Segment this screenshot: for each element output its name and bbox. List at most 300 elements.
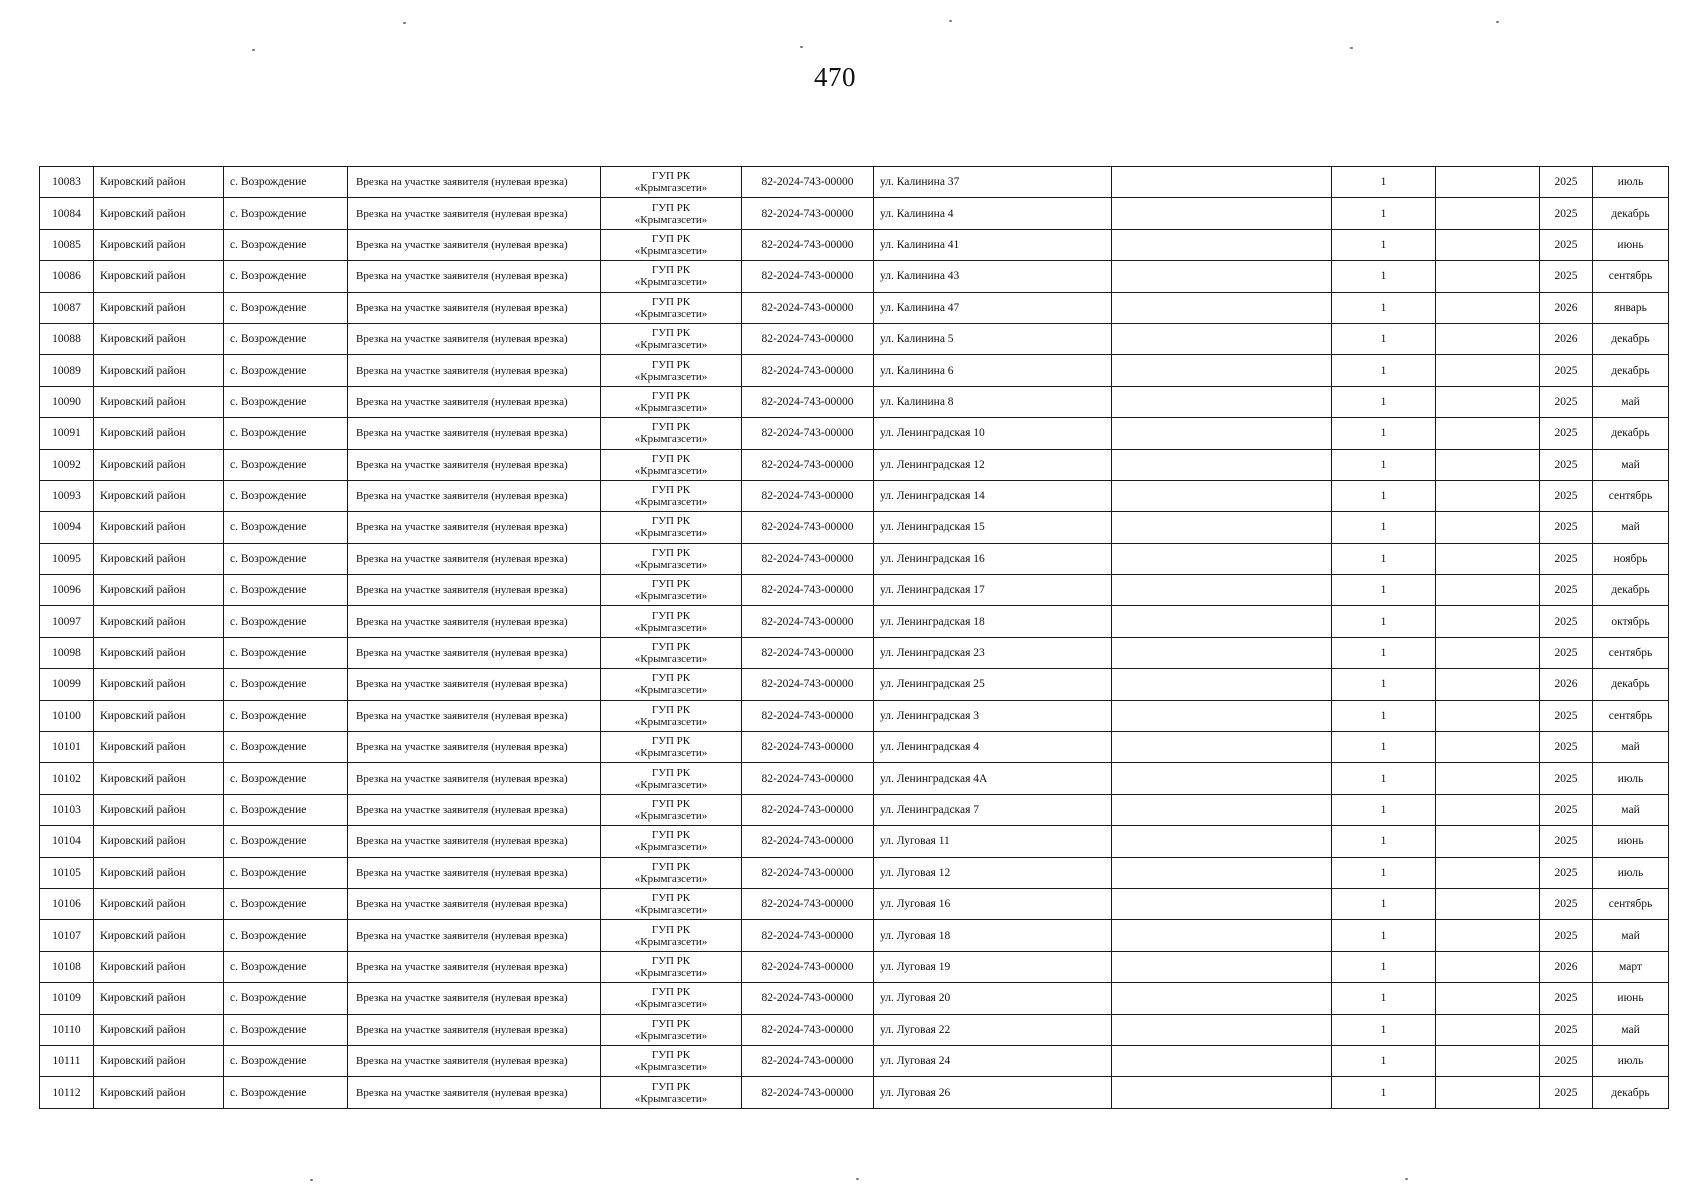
empty-cell bbox=[1436, 888, 1540, 919]
row-number: 10098 bbox=[40, 637, 94, 668]
district-cell: Кировский район bbox=[94, 1045, 224, 1076]
project-code-cell: 82-2024-743-00000 bbox=[742, 732, 874, 763]
quantity-cell: 1 bbox=[1332, 480, 1436, 511]
address-cell: ул. Ленинградская 14 bbox=[874, 480, 1112, 511]
organization-line1: ГУП РК bbox=[651, 546, 691, 559]
work-type-cell: Врезка на участке заявителя (нулевая врезка) bbox=[348, 732, 601, 763]
organization-line2: «Крымгазсети» bbox=[634, 778, 708, 791]
district-cell: Кировский район bbox=[94, 480, 224, 511]
project-code-cell: 82-2024-743-00000 bbox=[742, 229, 874, 260]
organization-line1: ГУП РК bbox=[651, 954, 691, 967]
organization-line2: «Крымгазсети» bbox=[634, 496, 708, 509]
empty-cell bbox=[1112, 700, 1332, 731]
district-cell: Кировский район bbox=[94, 198, 224, 229]
organization-line2: «Крымгазсети» bbox=[634, 1061, 708, 1074]
table-row bbox=[40, 700, 1669, 731]
empty-cell bbox=[1436, 229, 1540, 260]
settlement-cell: с. Возрождение bbox=[224, 1014, 348, 1045]
project-code-cell: 82-2024-743-00000 bbox=[742, 355, 874, 386]
row-number: 10109 bbox=[40, 983, 94, 1014]
project-code-cell: 82-2024-743-00000 bbox=[742, 700, 874, 731]
organization-line1: ГУП РК bbox=[651, 923, 691, 936]
empty-cell bbox=[1112, 261, 1332, 292]
address-cell: ул. Ленинградская 18 bbox=[874, 606, 1112, 637]
address-cell: ул. Ленинградская 23 bbox=[874, 637, 1112, 668]
work-type-cell: Врезка на участке заявителя (нулевая врезка) bbox=[348, 888, 601, 919]
row-number: 10085 bbox=[40, 229, 94, 260]
empty-cell bbox=[1112, 951, 1332, 982]
organization-cell bbox=[601, 794, 742, 825]
month-cell: май bbox=[1593, 449, 1669, 480]
organization-cell bbox=[601, 167, 742, 198]
month-cell: июнь bbox=[1593, 983, 1669, 1014]
settlement-cell: с. Возрождение bbox=[224, 449, 348, 480]
quantity-cell: 1 bbox=[1332, 1045, 1436, 1076]
table-row bbox=[40, 229, 1669, 260]
empty-cell bbox=[1112, 386, 1332, 417]
month-cell: май bbox=[1593, 794, 1669, 825]
table-row bbox=[40, 198, 1669, 229]
project-code-cell: 82-2024-743-00000 bbox=[742, 167, 874, 198]
address-cell: ул. Калинина 43 bbox=[874, 261, 1112, 292]
organization-line2: «Крымгазсети» bbox=[634, 464, 708, 477]
year-cell: 2025 bbox=[1540, 543, 1593, 574]
empty-cell bbox=[1112, 732, 1332, 763]
year-cell: 2026 bbox=[1540, 951, 1593, 982]
address-cell: ул. Калинина 47 bbox=[874, 292, 1112, 323]
quantity-cell: 1 bbox=[1332, 637, 1436, 668]
organization-cell bbox=[601, 512, 742, 543]
row-number: 10099 bbox=[40, 669, 94, 700]
project-code-cell: 82-2024-743-00000 bbox=[742, 418, 874, 449]
organization-cell bbox=[601, 323, 742, 354]
empty-cell bbox=[1436, 355, 1540, 386]
empty-cell bbox=[1112, 983, 1332, 1014]
organization-line1: ГУП РК bbox=[651, 735, 691, 748]
settlement-cell: с. Возрождение bbox=[224, 763, 348, 794]
project-code-cell: 82-2024-743-00000 bbox=[742, 261, 874, 292]
work-type-cell: Врезка на участке заявителя (нулевая врезка) bbox=[348, 1077, 601, 1108]
month-cell: декабрь bbox=[1593, 323, 1669, 354]
district-cell: Кировский район bbox=[94, 700, 224, 731]
address-cell: ул. Калинина 37 bbox=[874, 167, 1112, 198]
month-cell: декабрь bbox=[1593, 669, 1669, 700]
district-cell: Кировский район bbox=[94, 449, 224, 480]
address-cell: ул. Ленинградская 7 bbox=[874, 794, 1112, 825]
quantity-cell: 1 bbox=[1332, 575, 1436, 606]
work-type-cell: Врезка на участке заявителя (нулевая врезка) bbox=[348, 543, 601, 574]
quantity-cell: 1 bbox=[1332, 323, 1436, 354]
table-row bbox=[40, 920, 1669, 951]
work-type-cell: Врезка на участке заявителя (нулевая врезка) bbox=[348, 480, 601, 511]
organization-cell bbox=[601, 449, 742, 480]
work-type-cell: Врезка на участке заявителя (нулевая врезка) bbox=[348, 418, 601, 449]
project-code-cell: 82-2024-743-00000 bbox=[742, 292, 874, 323]
organization-line2: «Крымгазсети» bbox=[634, 621, 708, 634]
settlement-cell: с. Возрождение bbox=[224, 167, 348, 198]
project-code-cell: 82-2024-743-00000 bbox=[742, 606, 874, 637]
district-cell: Кировский район bbox=[94, 732, 224, 763]
organization-line2: «Крымгазсети» bbox=[634, 1092, 708, 1105]
table-row bbox=[40, 732, 1669, 763]
table-row bbox=[40, 261, 1669, 292]
project-code-cell: 82-2024-743-00000 bbox=[742, 826, 874, 857]
organization-line2: «Крымгазсети» bbox=[634, 590, 708, 603]
year-cell: 2025 bbox=[1540, 857, 1593, 888]
district-cell: Кировский район bbox=[94, 637, 224, 668]
month-cell: март bbox=[1593, 951, 1669, 982]
year-cell: 2025 bbox=[1540, 920, 1593, 951]
year-cell: 2026 bbox=[1540, 669, 1593, 700]
row-number: 10111 bbox=[40, 1045, 94, 1076]
address-cell: ул. Калинина 41 bbox=[874, 229, 1112, 260]
project-code-cell: 82-2024-743-00000 bbox=[742, 575, 874, 606]
work-type-cell: Врезка на участке заявителя (нулевая врезка) bbox=[348, 669, 601, 700]
empty-cell bbox=[1436, 606, 1540, 637]
address-cell: ул. Калинина 4 bbox=[874, 198, 1112, 229]
empty-cell bbox=[1112, 292, 1332, 323]
table-row bbox=[40, 1077, 1669, 1108]
settlement-cell: с. Возрождение bbox=[224, 480, 348, 511]
organization-line2: «Крымгазсети» bbox=[634, 370, 708, 383]
quantity-cell: 1 bbox=[1332, 418, 1436, 449]
scan-speck bbox=[949, 20, 952, 22]
settlement-cell: с. Возрождение bbox=[224, 826, 348, 857]
year-cell: 2025 bbox=[1540, 888, 1593, 919]
district-cell: Кировский район bbox=[94, 543, 224, 574]
scan-speck bbox=[403, 22, 406, 24]
year-cell: 2025 bbox=[1540, 418, 1593, 449]
settlement-cell: с. Возрождение bbox=[224, 229, 348, 260]
organization-line2: «Крымгазсети» bbox=[634, 966, 708, 979]
organization-line1: ГУП РК bbox=[651, 892, 691, 905]
district-cell: Кировский район bbox=[94, 826, 224, 857]
empty-cell bbox=[1436, 292, 1540, 323]
settlement-cell: с. Возрождение bbox=[224, 983, 348, 1014]
organization-cell bbox=[601, 198, 742, 229]
empty-cell bbox=[1112, 543, 1332, 574]
organization-cell bbox=[601, 575, 742, 606]
organization-line1: ГУП РК bbox=[651, 295, 691, 308]
quantity-cell: 1 bbox=[1332, 449, 1436, 480]
row-number: 10102 bbox=[40, 763, 94, 794]
year-cell: 2025 bbox=[1540, 355, 1593, 386]
month-cell: июль bbox=[1593, 1045, 1669, 1076]
address-cell: ул. Калинина 6 bbox=[874, 355, 1112, 386]
settlement-cell: с. Возрождение bbox=[224, 888, 348, 919]
year-cell: 2025 bbox=[1540, 983, 1593, 1014]
district-cell: Кировский район bbox=[94, 323, 224, 354]
organization-cell bbox=[601, 637, 742, 668]
quantity-cell: 1 bbox=[1332, 732, 1436, 763]
project-code-cell: 82-2024-743-00000 bbox=[742, 1077, 874, 1108]
organization-cell bbox=[601, 826, 742, 857]
district-cell: Кировский район bbox=[94, 512, 224, 543]
empty-cell bbox=[1436, 763, 1540, 794]
empty-cell bbox=[1112, 512, 1332, 543]
organization-cell bbox=[601, 732, 742, 763]
settlement-cell: с. Возрождение bbox=[224, 857, 348, 888]
quantity-cell: 1 bbox=[1332, 198, 1436, 229]
empty-cell bbox=[1436, 826, 1540, 857]
quantity-cell: 1 bbox=[1332, 669, 1436, 700]
district-cell: Кировский район bbox=[94, 1077, 224, 1108]
organization-line2: «Крымгазсети» bbox=[634, 715, 708, 728]
organization-line1: ГУП РК bbox=[651, 1080, 691, 1093]
organization-line1: ГУП РК bbox=[651, 515, 691, 528]
table-row bbox=[40, 418, 1669, 449]
empty-cell bbox=[1436, 1077, 1540, 1108]
organization-line1: ГУП РК bbox=[651, 389, 691, 402]
table-row bbox=[40, 292, 1669, 323]
organization-cell bbox=[601, 763, 742, 794]
organization-line1: ГУП РК bbox=[651, 264, 691, 277]
month-cell: июль bbox=[1593, 167, 1669, 198]
year-cell: 2025 bbox=[1540, 449, 1593, 480]
year-cell: 2026 bbox=[1540, 292, 1593, 323]
organization-line1: ГУП РК bbox=[651, 829, 691, 842]
month-cell: сентябрь bbox=[1593, 700, 1669, 731]
year-cell: 2025 bbox=[1540, 1014, 1593, 1045]
month-cell: июль bbox=[1593, 857, 1669, 888]
year-cell: 2025 bbox=[1540, 1077, 1593, 1108]
organization-line2: «Крымгазсети» bbox=[634, 935, 708, 948]
settlement-cell: с. Возрождение bbox=[224, 794, 348, 825]
project-code-cell: 82-2024-743-00000 bbox=[742, 323, 874, 354]
organization-line2: «Крымгазсети» bbox=[634, 182, 708, 195]
year-cell: 2025 bbox=[1540, 1045, 1593, 1076]
month-cell: сентябрь bbox=[1593, 480, 1669, 511]
year-cell: 2025 bbox=[1540, 606, 1593, 637]
address-cell: ул. Луговая 18 bbox=[874, 920, 1112, 951]
settlement-cell: с. Возрождение bbox=[224, 575, 348, 606]
organization-cell bbox=[601, 261, 742, 292]
organization-line2: «Крымгазсети» bbox=[634, 339, 708, 352]
table-row bbox=[40, 1045, 1669, 1076]
scan-speck bbox=[1405, 1178, 1408, 1180]
scan-speck bbox=[1350, 47, 1353, 49]
address-cell: ул. Луговая 20 bbox=[874, 983, 1112, 1014]
empty-cell bbox=[1112, 763, 1332, 794]
empty-cell bbox=[1112, 198, 1332, 229]
empty-cell bbox=[1112, 480, 1332, 511]
district-cell: Кировский район bbox=[94, 292, 224, 323]
row-number: 10100 bbox=[40, 700, 94, 731]
organization-cell bbox=[601, 606, 742, 637]
work-type-cell: Врезка на участке заявителя (нулевая врезка) bbox=[348, 261, 601, 292]
organization-line2: «Крымгазсети» bbox=[634, 810, 708, 822]
project-code-cell: 82-2024-743-00000 bbox=[742, 857, 874, 888]
empty-cell bbox=[1112, 418, 1332, 449]
empty-cell bbox=[1436, 1045, 1540, 1076]
year-cell: 2026 bbox=[1540, 323, 1593, 354]
work-type-cell: Врезка на участке заявителя (нулевая врезка) bbox=[348, 857, 601, 888]
organization-line1: ГУП РК bbox=[651, 798, 691, 810]
address-cell: ул. Ленинградская 25 bbox=[874, 669, 1112, 700]
settlement-cell: с. Возрождение bbox=[224, 637, 348, 668]
organization-cell bbox=[601, 951, 742, 982]
organization-line1: ГУП РК bbox=[651, 766, 691, 779]
organization-cell bbox=[601, 920, 742, 951]
settlement-cell: с. Возрождение bbox=[224, 543, 348, 574]
year-cell: 2025 bbox=[1540, 700, 1593, 731]
scan-speck bbox=[856, 1178, 859, 1180]
organization-line1: ГУП РК bbox=[651, 201, 691, 214]
empty-cell bbox=[1436, 575, 1540, 606]
address-cell: ул. Луговая 22 bbox=[874, 1014, 1112, 1045]
empty-cell bbox=[1436, 418, 1540, 449]
quantity-cell: 1 bbox=[1332, 1077, 1436, 1108]
work-type-cell: Врезка на участке заявителя (нулевая врезка) bbox=[348, 606, 601, 637]
settlement-cell: с. Возрождение bbox=[224, 292, 348, 323]
organization-cell bbox=[601, 292, 742, 323]
work-type-cell: Врезка на участке заявителя (нулевая врезка) bbox=[348, 700, 601, 731]
work-type-cell: Врезка на участке заявителя (нулевая врезка) bbox=[348, 1045, 601, 1076]
district-cell: Кировский район bbox=[94, 355, 224, 386]
empty-cell bbox=[1436, 512, 1540, 543]
address-cell: ул. Ленинградская 3 bbox=[874, 700, 1112, 731]
year-cell: 2025 bbox=[1540, 826, 1593, 857]
table-row bbox=[40, 1014, 1669, 1045]
work-type-cell: Врезка на участке заявителя (нулевая врезка) bbox=[348, 167, 601, 198]
month-cell: май bbox=[1593, 920, 1669, 951]
row-number: 10092 bbox=[40, 449, 94, 480]
organization-line2: «Крымгазсети» bbox=[634, 433, 708, 446]
empty-cell bbox=[1436, 198, 1540, 229]
organization-line2: «Крымгазсети» bbox=[634, 307, 708, 320]
row-number: 10106 bbox=[40, 888, 94, 919]
organization-line1: ГУП РК bbox=[651, 578, 691, 591]
table-row bbox=[40, 355, 1669, 386]
project-code-cell: 82-2024-743-00000 bbox=[742, 763, 874, 794]
address-cell: ул. Ленинградская 15 bbox=[874, 512, 1112, 543]
settlement-cell: с. Возрождение bbox=[224, 198, 348, 229]
quantity-cell: 1 bbox=[1332, 794, 1436, 825]
empty-cell bbox=[1436, 480, 1540, 511]
settlement-cell: с. Возрождение bbox=[224, 606, 348, 637]
organization-line1: ГУП РК bbox=[651, 358, 691, 371]
settlement-cell: с. Возрождение bbox=[224, 386, 348, 417]
work-type-cell: Врезка на участке заявителя (нулевая врезка) bbox=[348, 512, 601, 543]
table-row bbox=[40, 857, 1669, 888]
organization-cell bbox=[601, 1045, 742, 1076]
scan-speck bbox=[1496, 21, 1499, 23]
organization-cell bbox=[601, 983, 742, 1014]
district-cell: Кировский район bbox=[94, 575, 224, 606]
empty-cell bbox=[1112, 229, 1332, 260]
empty-cell bbox=[1112, 857, 1332, 888]
row-number: 10091 bbox=[40, 418, 94, 449]
settlement-cell: с. Возрождение bbox=[224, 355, 348, 386]
row-number: 10110 bbox=[40, 1014, 94, 1045]
row-number: 10087 bbox=[40, 292, 94, 323]
organization-line2: «Крымгазсети» bbox=[634, 244, 708, 257]
organization-line1: ГУП РК bbox=[651, 672, 691, 685]
table-row bbox=[40, 888, 1669, 919]
quantity-cell: 1 bbox=[1332, 826, 1436, 857]
district-cell: Кировский район bbox=[94, 983, 224, 1014]
address-cell: ул. Ленинградская 16 bbox=[874, 543, 1112, 574]
organization-line2: «Крымгазсети» bbox=[634, 558, 708, 571]
month-cell: сентябрь bbox=[1593, 261, 1669, 292]
organization-line2: «Крымгазсети» bbox=[634, 276, 708, 289]
year-cell: 2025 bbox=[1540, 732, 1593, 763]
organization-line1: ГУП РК bbox=[651, 703, 691, 716]
year-cell: 2025 bbox=[1540, 167, 1593, 198]
organization-line2: «Крымгазсети» bbox=[634, 401, 708, 414]
quantity-cell: 1 bbox=[1332, 700, 1436, 731]
empty-cell bbox=[1436, 386, 1540, 417]
empty-cell bbox=[1436, 857, 1540, 888]
organization-line2: «Крымгазсети» bbox=[634, 747, 708, 760]
quantity-cell: 1 bbox=[1332, 763, 1436, 794]
work-type-cell: Врезка на участке заявителя (нулевая врезка) bbox=[348, 575, 601, 606]
empty-cell bbox=[1436, 794, 1540, 825]
work-type-cell: Врезка на участке заявителя (нулевая врезка) bbox=[348, 637, 601, 668]
district-cell: Кировский район bbox=[94, 167, 224, 198]
month-cell: май bbox=[1593, 732, 1669, 763]
district-cell: Кировский район bbox=[94, 857, 224, 888]
month-cell: декабрь bbox=[1593, 198, 1669, 229]
empty-cell bbox=[1112, 669, 1332, 700]
work-type-cell: Врезка на участке заявителя (нулевая врезка) bbox=[348, 229, 601, 260]
organization-line2: «Крымгазсети» bbox=[634, 684, 708, 697]
empty-cell bbox=[1112, 1014, 1332, 1045]
organization-cell bbox=[601, 857, 742, 888]
registry-rows bbox=[40, 167, 1669, 1109]
project-code-cell: 82-2024-743-00000 bbox=[742, 637, 874, 668]
address-cell: ул. Калинина 8 bbox=[874, 386, 1112, 417]
row-number: 10088 bbox=[40, 323, 94, 354]
project-code-cell: 82-2024-743-00000 bbox=[742, 1045, 874, 1076]
month-cell: декабрь bbox=[1593, 575, 1669, 606]
year-cell: 2025 bbox=[1540, 198, 1593, 229]
work-type-cell: Врезка на участке заявителя (нулевая врезка) bbox=[348, 1014, 601, 1045]
work-type-cell: Врезка на участке заявителя (нулевая врезка) bbox=[348, 355, 601, 386]
organization-cell bbox=[601, 700, 742, 731]
quantity-cell: 1 bbox=[1332, 857, 1436, 888]
work-type-cell: Врезка на участке заявителя (нулевая врезка) bbox=[348, 794, 601, 825]
row-number: 10103 bbox=[40, 794, 94, 825]
month-cell: июнь bbox=[1593, 229, 1669, 260]
address-cell: ул. Луговая 12 bbox=[874, 857, 1112, 888]
district-cell: Кировский район bbox=[94, 1014, 224, 1045]
empty-cell bbox=[1436, 669, 1540, 700]
month-cell: ноябрь bbox=[1593, 543, 1669, 574]
organization-line1: ГУП РК bbox=[651, 170, 691, 183]
project-code-cell: 82-2024-743-00000 bbox=[742, 543, 874, 574]
table-row bbox=[40, 826, 1669, 857]
address-cell: ул. Луговая 26 bbox=[874, 1077, 1112, 1108]
district-cell: Кировский район bbox=[94, 669, 224, 700]
row-number: 10101 bbox=[40, 732, 94, 763]
district-cell: Кировский район bbox=[94, 386, 224, 417]
project-code-cell: 82-2024-743-00000 bbox=[742, 512, 874, 543]
empty-cell bbox=[1436, 983, 1540, 1014]
settlement-cell: с. Возрождение bbox=[224, 1077, 348, 1108]
empty-cell bbox=[1436, 920, 1540, 951]
quantity-cell: 1 bbox=[1332, 920, 1436, 951]
work-type-cell: Врезка на участке заявителя (нулевая врезка) bbox=[348, 198, 601, 229]
empty-cell bbox=[1436, 700, 1540, 731]
organization-cell bbox=[601, 386, 742, 417]
year-cell: 2025 bbox=[1540, 512, 1593, 543]
empty-cell bbox=[1436, 449, 1540, 480]
quantity-cell: 1 bbox=[1332, 543, 1436, 574]
month-cell: декабрь bbox=[1593, 355, 1669, 386]
organization-line1: ГУП РК bbox=[651, 232, 691, 245]
month-cell: июль bbox=[1593, 763, 1669, 794]
